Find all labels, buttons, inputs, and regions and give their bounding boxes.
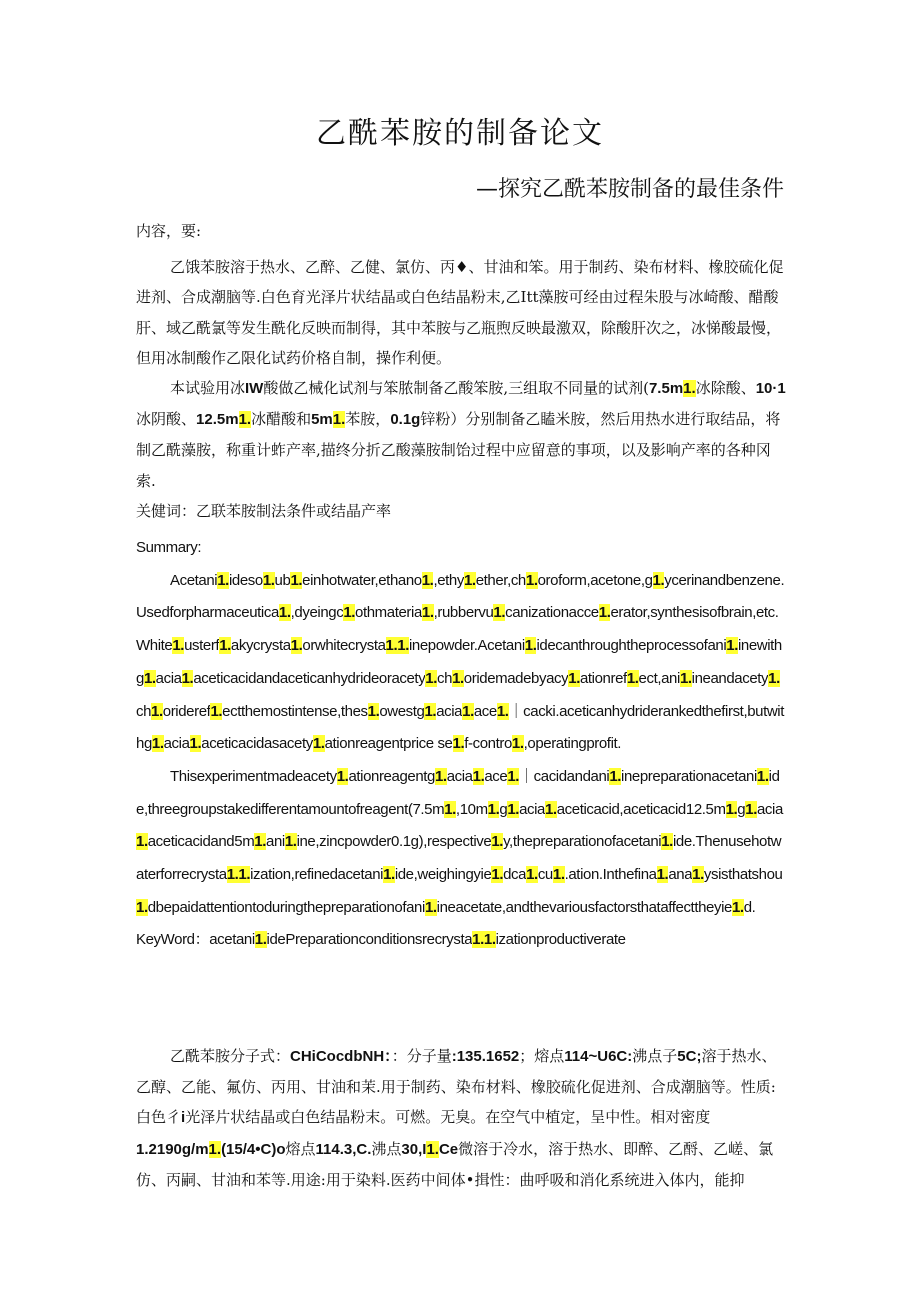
highlight-mark: 1. xyxy=(336,767,349,785)
highlight-mark: 1. xyxy=(219,637,231,655)
summary-p1-text: aceticacidasacety xyxy=(201,735,313,753)
highlight-mark: 1. xyxy=(189,735,202,753)
summary-p1-text: ,operatingprofit. xyxy=(523,735,622,753)
properties-section xyxy=(136,1041,786,1195)
summary-p1-text: Acetani xyxy=(170,571,218,589)
highlight-mark: 1. xyxy=(731,898,744,916)
summary-p2-text: aceticacid,aceticacid12.5m xyxy=(556,800,726,818)
summary-p2-text: acia xyxy=(756,800,783,818)
highlight-mark: 1. xyxy=(343,604,356,622)
keyword-en-text: idePreparationconditionsrecrysta xyxy=(266,931,473,949)
highlight-mark: 1. xyxy=(692,866,704,884)
summary-p1-text: ether,ch xyxy=(475,571,526,589)
abstract-cn-paragraph-1: 乙饿苯胺溶于热水、乙醉、乙健、氯仿、丙♦、甘油和笨。用于制药、染布材料、橡胶硫化促进剂、合成潮脑等.白色育光泽片状结晶或白色结晶粉末,乙Itt藻胺可经由过程朱股与冰崎酸、醋酸肝、域乙酰氯等发生酰化反映而制得，其中苯胺与乙瓶煦反映最激双，除酸肝次之，冰悌酸最慢，但用冰制酸作乙限化试药价格自制，操作利便。 xyxy=(136,258,784,367)
properties-paragraph: 乙酰苯胺分子式：CHiCocdbNH：：分子量:135.1652；熔点114~U6C:沸点子5C;溶于热水、乙醇、乙能、氟仿、丙用、甘油和茉.用于制药、染布材料、橡胶硫化促进剂、合成潮脑等。性质:白色彳i光泽片状结晶或白色结晶粉末。可燃。无臭。在空气中植定，呈中性。相对密度1.2190g/m1.(15/4•C)o熔点114.3,C.沸点30,I1.Ce微溶于冷水，溶于热水、即醉、乙酹、乙嵯、氯仿、丙嗣、甘油和苯等.用途:用于染料.医药中间体•揖性：曲呼吸和消化系统进入体内，能抑 xyxy=(136,1047,777,1189)
summary-p1-text: ationref xyxy=(579,669,627,687)
highlight-mark: 1. xyxy=(172,637,185,655)
document-subtitle: —探究乙酰苯胺制备的最佳条件 xyxy=(475,177,784,202)
highlight-mark: 1. xyxy=(421,604,434,622)
document-title: 乙酰苯胺的制备论文 xyxy=(316,116,604,151)
keywords-cn: 关健词：乙联苯胺制法条件或结晶产率 xyxy=(136,501,392,520)
highlight-mark: 1. xyxy=(656,866,669,884)
summary-p2-text: inepreparationacetani xyxy=(621,767,757,785)
summary-p1-text: ub xyxy=(274,571,291,589)
summary-p1-text: aceticacidandaceticanhydrideoracety xyxy=(193,669,426,687)
highlight-mark: 1. xyxy=(598,604,611,622)
summary-p2-text: ace xyxy=(484,767,508,785)
highlight-mark: 1. xyxy=(434,767,447,785)
summary-p1-text: owestg xyxy=(379,702,425,720)
summary-p1-text: inewithg xyxy=(136,637,782,687)
highlight-mark: 1. xyxy=(524,637,537,655)
summary-p2-text: d. xyxy=(743,898,756,916)
highlight-mark: 1. xyxy=(745,800,757,818)
highlight-mark: 1. xyxy=(756,767,769,785)
highlight-mark: 1. xyxy=(278,604,291,622)
summary-p1-text: ch xyxy=(136,702,152,720)
summary-p1-text: ｜cacki.aceticanhydriderankedthefirst,butwithg xyxy=(136,702,785,753)
highlight-mark: 1. xyxy=(210,702,223,720)
summary-paragraph-2 xyxy=(136,761,786,925)
summary-p1-text: inepowder.Acetani xyxy=(408,637,525,655)
highlight-mark: 1. xyxy=(290,571,303,589)
highlight-mark: 1. xyxy=(421,571,434,589)
summary-p1-text: ,dyeingc xyxy=(290,604,344,622)
summary-p2-text: ana xyxy=(668,866,693,884)
summary-p2-text: acia xyxy=(446,767,473,785)
summary-p1-text: einhotwater,ethano xyxy=(302,571,422,589)
summary-p1-text: orideref xyxy=(162,702,211,720)
summary-p1-text: akycrysta xyxy=(230,637,291,655)
highlight-mark: 1. xyxy=(254,931,267,949)
summary-p1-text: ectthemostintense,thes xyxy=(222,702,368,720)
summary-p1-text: f-contro xyxy=(464,735,512,753)
keywords-en xyxy=(136,924,786,957)
summary-p2-text: ide,weighingyie xyxy=(394,866,492,884)
summary-label: Summary: xyxy=(136,539,202,556)
summary-p1-text: erator,synthesisofbrain,etc.White xyxy=(136,604,779,655)
highlight-mark: 1. xyxy=(367,702,380,720)
summary-p1-text: othmateria xyxy=(355,604,422,622)
summary-p2-text: dbepaidattentiontoduringthepreparationofani xyxy=(147,898,425,916)
summary-p2-text: dca xyxy=(503,866,527,884)
highlight-mark: 1. xyxy=(452,735,465,753)
highlight-mark: 1. xyxy=(511,735,524,753)
summary-p2-text: ide,threegroupstakedifferentamountofreagent(7.5m xyxy=(136,767,780,818)
summary-p2-text: cu xyxy=(537,866,553,884)
summary-p1-text: idecanthroughtheprocessofani xyxy=(536,637,727,655)
summary-p2-text: ide.Thenusehotwaterforrecrysta xyxy=(136,833,782,884)
highlight-mark: 1. xyxy=(136,833,148,851)
highlight-mark: 1. xyxy=(290,637,303,655)
summary-p1-text: acia xyxy=(436,702,463,720)
highlight-mark: 1. xyxy=(254,833,267,851)
highlight-mark: 1.1. xyxy=(472,931,496,949)
summary-p1-text: canizationacce xyxy=(505,604,599,622)
highlight-mark: 1.1. xyxy=(226,866,251,884)
highlight-mark: 1. xyxy=(151,735,164,753)
summary-p2-text: g xyxy=(737,800,746,818)
summary-p1-text: acia xyxy=(163,735,190,753)
abstract-cn-label: 内容，要: xyxy=(136,222,202,240)
summary-p2-text: ine,zincpowder0.1g),respective xyxy=(296,833,492,851)
abstract-cn-paragraph-2: 本试验用冰IW酸做乙械化试剂与笨脓制备乙酸笨胺,三组取不同量的试剂(7.5m1.冰除酸、10·1冰阴酸、12.5m1.冰醋酸和5m1.苯胺，0.1g锌粉）分别制备乙瞌米胺，然后用热水进行取结品，将制乙酰藻胺，称重计蚱产率,描终分折乙酸藻胺制饴过程中应留意的事项，以及影响产率的各种冈索. xyxy=(136,379,786,490)
highlight-mark: 1. xyxy=(425,669,438,687)
highlight-mark: 1. xyxy=(525,571,538,589)
highlight-mark: 1. xyxy=(679,669,692,687)
highlight-mark: 1. xyxy=(526,866,538,884)
keyword-en-text: acetani xyxy=(209,931,255,949)
highlight-mark: 1. xyxy=(462,702,474,720)
summary-p2-text: acia xyxy=(519,800,545,818)
summary-p2-text: aceticacidand5m xyxy=(147,833,255,851)
highlight-mark: 1. xyxy=(491,833,504,851)
highlight-mark: 1. xyxy=(609,767,622,785)
keyword-en-text: izationproductiverate xyxy=(495,931,626,949)
highlight-mark: 1. xyxy=(544,800,557,818)
summary-p1-text: usterf xyxy=(184,637,220,655)
highlight-mark: 1. xyxy=(661,833,673,851)
highlight-mark: 1. xyxy=(143,669,156,687)
summary-p1-text: ,ethy xyxy=(433,571,464,589)
summary-p2-text: y,thepreparationofacetani xyxy=(503,833,662,851)
highlight-mark: 1. xyxy=(444,800,456,818)
summary-section xyxy=(136,532,786,957)
summary-p1-text: acia xyxy=(155,669,182,687)
highlight-mark: 1. xyxy=(181,669,194,687)
summary-p1-text: ationreagentprice se xyxy=(324,735,453,753)
summary-p1-text: ideso xyxy=(228,571,263,589)
highlight-mark: 1. xyxy=(312,735,325,753)
highlight-mark: 1. xyxy=(284,833,297,851)
highlight-mark: 1. xyxy=(726,637,738,655)
highlight-mark: 1. xyxy=(768,669,780,687)
summary-p2-text: ationreagentg xyxy=(348,767,435,785)
highlight-mark: 1. xyxy=(463,571,476,589)
highlight-mark: 1. xyxy=(507,767,520,785)
summary-p2-text: ineacetate,andthevariousfactorsthataffecttheyie xyxy=(436,898,732,916)
summary-p2-text: ani xyxy=(266,833,285,851)
summary-p1-text: ace xyxy=(473,702,497,720)
highlight-mark: 1. xyxy=(151,702,163,720)
highlight-mark: 1. xyxy=(496,702,509,720)
keywords-en-label: KeyWord： xyxy=(136,931,210,949)
summary-p2-text: .ation.Inthefina xyxy=(564,866,657,884)
highlight-mark: 1.1. xyxy=(385,637,409,655)
highlight-mark: 1. xyxy=(424,898,437,916)
highlight-mark: 1. xyxy=(552,866,565,884)
summary-p2-text: g xyxy=(499,800,508,818)
highlight-mark: 1. xyxy=(491,866,504,884)
summary-p1-text: ycerinandbenzene.Usedforpharmaceutica xyxy=(136,571,785,622)
highlight-mark: 1. xyxy=(452,669,464,687)
highlight-mark: 1. xyxy=(424,702,437,720)
summary-paragraph-1 xyxy=(136,565,786,761)
highlight-mark: 1. xyxy=(487,800,500,818)
summary-p1-text: oridemadebyacy xyxy=(463,669,569,687)
summary-p2-text: ,10m xyxy=(455,800,488,818)
summary-p2-text: ｜cacidandani xyxy=(519,767,610,785)
summary-p1-text: orwhitecrysta xyxy=(302,637,386,655)
highlight-mark: 1. xyxy=(136,898,148,916)
highlight-mark: 1. xyxy=(383,866,395,884)
summary-p1-text: oroform,acetone,g xyxy=(537,571,653,589)
summary-p1-text: ineandacety xyxy=(691,669,769,687)
summary-p2-text: ization,refinedacetani xyxy=(250,866,384,884)
highlight-mark: 1. xyxy=(725,800,738,818)
highlight-mark: 1. xyxy=(568,669,580,687)
summary-p1-text: ch xyxy=(437,669,453,687)
highlight-mark: 1. xyxy=(217,571,229,589)
highlight-mark: 1. xyxy=(652,571,665,589)
summary-p2-text: Thisexperimentmadeacety xyxy=(170,767,337,785)
summary-p1-text: ,rubbervu xyxy=(433,604,494,622)
abstract-cn-section xyxy=(136,216,786,526)
highlight-mark: 1. xyxy=(626,669,639,687)
summary-p2-text: ysisthatshou xyxy=(703,866,783,884)
summary-p1-text: ect,ani xyxy=(638,669,680,687)
highlight-mark: 1. xyxy=(472,767,485,785)
highlight-mark: 1. xyxy=(493,604,506,622)
highlight-mark: 1. xyxy=(262,571,275,589)
highlight-mark: 1. xyxy=(507,800,520,818)
